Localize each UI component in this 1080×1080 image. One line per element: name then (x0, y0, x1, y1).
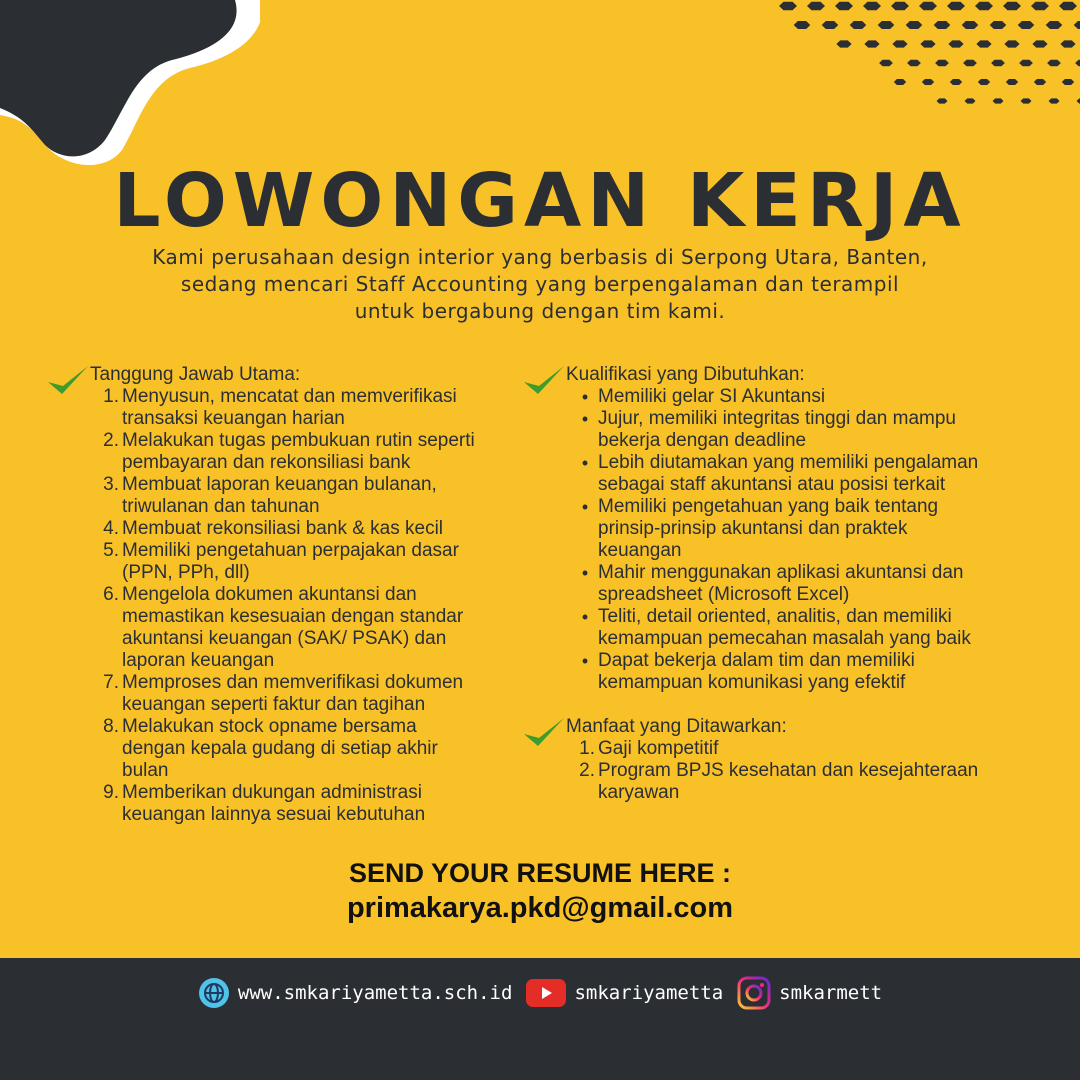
call-to-action (0, 856, 1080, 926)
item-line: Membuat laporan keuangan bulanan, (122, 474, 437, 495)
list-item (572, 408, 1042, 452)
hexagon-shape (1060, 40, 1075, 47)
hexagon-shape (779, 2, 797, 11)
list-item (90, 430, 526, 474)
hexagon-shape (1004, 40, 1019, 47)
hexagon-shape (990, 21, 1007, 29)
intro-line: Kami perusahaan design interior yang berbasis di Serpong Utara, Banten, (152, 245, 928, 269)
hexagon-shape (947, 2, 965, 11)
item-line: memastikan kesesuaian dengan standar (122, 606, 464, 627)
hexagon-shape (991, 60, 1005, 67)
instagram-icon (737, 976, 771, 1010)
item-line: Melakukan stock opname bersama (122, 716, 417, 737)
item-line: Melakukan tugas pembukuan rutin seperti (122, 430, 475, 451)
item-number: 6. (103, 584, 119, 605)
youtube-text: smkariyametta (574, 982, 724, 1004)
item-text (122, 716, 438, 782)
hexagon-shape (822, 21, 839, 29)
item-number: 1. (579, 738, 595, 759)
hexagon-shape (975, 2, 993, 11)
item-line: transaksi keuangan harian (122, 408, 345, 429)
hexagon-shape (864, 40, 879, 47)
item-text (122, 474, 437, 518)
hexagon-shape (976, 40, 991, 47)
item-line: bekerja dengan deadline (598, 430, 807, 451)
checkmark-icon (522, 364, 566, 400)
item-line: pembayaran dan rekonsiliasi bank (122, 452, 411, 473)
hexagon-shape (1062, 79, 1074, 85)
item-text (598, 606, 971, 650)
item-number: 9. (103, 782, 119, 803)
item-text (598, 562, 963, 606)
hexagon-shape (1021, 98, 1032, 103)
hexagon-shape (906, 21, 923, 29)
list-item (90, 540, 526, 584)
hexagon-shape (894, 79, 906, 85)
hexagon-shape (794, 21, 811, 29)
youtube-icon (526, 979, 566, 1007)
item-number: 4. (103, 518, 119, 539)
youtube-link[interactable] (526, 979, 723, 1007)
bullet-icon: • (581, 409, 589, 429)
hexagon-shape (922, 79, 934, 85)
hexagon-shape (1032, 40, 1047, 47)
hexagon-shape (807, 2, 825, 11)
list-item (90, 782, 526, 826)
hexagon-shape (879, 60, 893, 67)
item-line: Program BPJS kesehatan dan kesejahteraan (598, 760, 979, 781)
qualifications-section (522, 364, 1042, 804)
hexagon-shape (934, 21, 951, 29)
cta-title: SEND YOUR RESUME HERE : (348, 858, 732, 888)
intro-line: sedang mencari Staff Accounting yang berpengalaman dan terampil (180, 272, 900, 296)
instagram-link[interactable] (737, 976, 882, 1010)
benefits-list (566, 738, 1042, 804)
item-line: Memiliki pengetahuan perpajakan dasar (122, 540, 459, 561)
website-link[interactable] (198, 977, 513, 1009)
item-line: Mahir menggunakan aplikasi akuntansi dan (598, 562, 964, 583)
item-text (122, 518, 443, 540)
list-item (90, 386, 526, 430)
bullet-icon: • (581, 563, 589, 583)
hexagon-shape (948, 40, 963, 47)
item-line: Memberikan dukungan administrasi (122, 782, 422, 803)
list-item (566, 738, 1042, 760)
item-text (122, 782, 425, 826)
item-text (598, 408, 956, 452)
item-line: dengan kepala gudang di setiap akhir (122, 738, 438, 759)
hexagon-shape (962, 21, 979, 29)
list-item (90, 716, 526, 782)
item-number: 8. (103, 716, 119, 737)
list-item (566, 760, 1042, 804)
hexagon-shape (1019, 60, 1033, 67)
item-line: Mengelola dokumen akuntansi dan (122, 584, 417, 605)
hexagon-shape (935, 60, 949, 67)
item-line: karyawan (598, 782, 680, 803)
item-line: Menyusun, mencatat dan memverifikasi (122, 386, 457, 407)
item-text (598, 452, 978, 496)
item-line: kemampuan pemecahan masalah yang baik (598, 628, 971, 649)
list-item (90, 672, 526, 716)
responsibilities-section (46, 364, 526, 826)
list-item (90, 474, 526, 518)
hexagon-shape (835, 2, 853, 11)
hexagon-shape (965, 98, 976, 103)
item-text (122, 430, 475, 474)
hexagon-shape (963, 60, 977, 67)
corner-blob-decoration (0, 0, 260, 170)
benefits-section (522, 716, 1042, 804)
item-line: Memproses dan memverifikasi dokumen (122, 672, 464, 693)
hexagon-shape (1047, 60, 1061, 67)
item-line: Jujur, memiliki integritas tinggi dan mampu (598, 408, 956, 429)
hexagon-shape (1046, 21, 1063, 29)
page-title: LOWONGAN KERJA (113, 158, 967, 244)
bullet-icon: • (581, 651, 589, 671)
hexagon-shape (1059, 2, 1077, 11)
hexagon-shape (1034, 79, 1046, 85)
qualifications-list (572, 386, 1042, 694)
bullet-icon: • (581, 497, 589, 517)
bullet-icon: • (581, 453, 589, 473)
item-number: 7. (103, 672, 119, 693)
item-text (122, 386, 457, 430)
item-line: Membuat rekonsiliasi bank & kas kecil (122, 518, 444, 539)
item-line: (PPN, PPh, dll) (122, 562, 250, 583)
item-text (598, 496, 938, 562)
hexagon-shape (878, 21, 895, 29)
item-line: Gaji kompetitif (598, 738, 719, 759)
item-number: 3. (103, 474, 119, 495)
item-line: keuangan (598, 540, 682, 561)
footer (0, 958, 1080, 1080)
item-line: keuangan lainnya sesuai kebutuhan (122, 804, 426, 825)
benefits-title: Manfaat yang Ditawarkan: (566, 716, 787, 737)
item-text (598, 760, 978, 804)
item-line: prinsip-prinsip akuntansi dan praktek (598, 518, 908, 539)
hexagon-shape (950, 79, 962, 85)
hexagon-shape (1077, 98, 1080, 103)
checkmark-icon (46, 364, 90, 400)
item-number: 1. (103, 386, 119, 407)
bullet-icon: • (581, 607, 589, 627)
list-item (90, 584, 526, 672)
item-line: sebagai staff akuntansi atau posisi terkait (598, 474, 946, 495)
responsibilities-list (90, 386, 526, 826)
hexagon-shape (937, 98, 948, 103)
item-line: Memiliki gelar SI Akuntansi (598, 386, 826, 407)
item-text (598, 386, 825, 408)
hexagon-shape (1075, 60, 1080, 67)
item-line: triwulanan dan tahunan (122, 496, 320, 517)
item-line: Memiliki pengetahuan yang baik tentang (598, 496, 939, 517)
qualifications-title: Kualifikasi yang Dibutuhkan: (566, 364, 805, 385)
list-item (90, 518, 526, 540)
contact-email[interactable]: primakarya.pkd@gmail.com (346, 892, 734, 924)
instagram-text: smkarmett (779, 982, 883, 1004)
list-item (572, 650, 1042, 694)
item-text (122, 672, 463, 716)
hexagon-shape (993, 98, 1004, 103)
item-text (122, 584, 463, 672)
hexagon-pattern-decoration (740, 0, 1080, 120)
item-line: akuntansi keuangan (SAK/ PSAK) dan (122, 628, 447, 649)
item-line: Dapat bekerja dalam tim dan memiliki (598, 650, 915, 671)
hexagon-shape (836, 40, 851, 47)
hexagon-shape (907, 60, 921, 67)
item-line: bulan (122, 760, 169, 781)
intro-line: untuk bergabung dengan tim kami. (354, 299, 726, 323)
item-line: laporan keuangan (122, 650, 275, 671)
item-number: 5. (103, 540, 119, 561)
bullet-icon: • (581, 387, 589, 407)
website-text: www.smkariyametta.sch.id (237, 982, 513, 1004)
item-line: keuangan seperti faktur dan tagihan (122, 694, 426, 715)
hexagon-shape (891, 2, 909, 11)
responsibilities-title: Tanggung Jawab Utama: (90, 364, 301, 385)
list-item (572, 606, 1042, 650)
hexagon-shape (850, 21, 867, 29)
social-links (0, 976, 1080, 1010)
list-item (572, 386, 1042, 408)
intro-text (90, 244, 990, 325)
hexagon-shape (863, 2, 881, 11)
globe-icon (198, 977, 230, 1009)
hexagon-shape (1049, 98, 1060, 103)
item-number: 2. (103, 430, 119, 451)
hexagon-shape (1006, 79, 1018, 85)
hexagon-shape (1003, 2, 1021, 11)
item-text (598, 650, 915, 694)
item-text (598, 738, 718, 760)
list-item (572, 452, 1042, 496)
hexagon-shape (978, 79, 990, 85)
hexagon-shape (1018, 21, 1035, 29)
hexagon-shape (892, 40, 907, 47)
hexagon-shape (920, 40, 935, 47)
checkmark-icon (522, 716, 566, 752)
item-number: 2. (579, 760, 595, 781)
item-line: Lebih diutamakan yang memiliki pengalaman (598, 452, 979, 473)
list-item (572, 496, 1042, 562)
hexagon-shape (1074, 21, 1080, 29)
list-item (572, 562, 1042, 606)
item-line: kemampuan komunikasi yang efektif (598, 672, 906, 693)
hexagon-shape (919, 2, 937, 11)
item-text (122, 540, 459, 584)
item-line: spreadsheet (Microsoft Excel) (598, 584, 850, 605)
hexagon-shape (1031, 2, 1049, 11)
item-line: Teliti, detail oriented, analitis, dan memiliki (598, 606, 952, 627)
